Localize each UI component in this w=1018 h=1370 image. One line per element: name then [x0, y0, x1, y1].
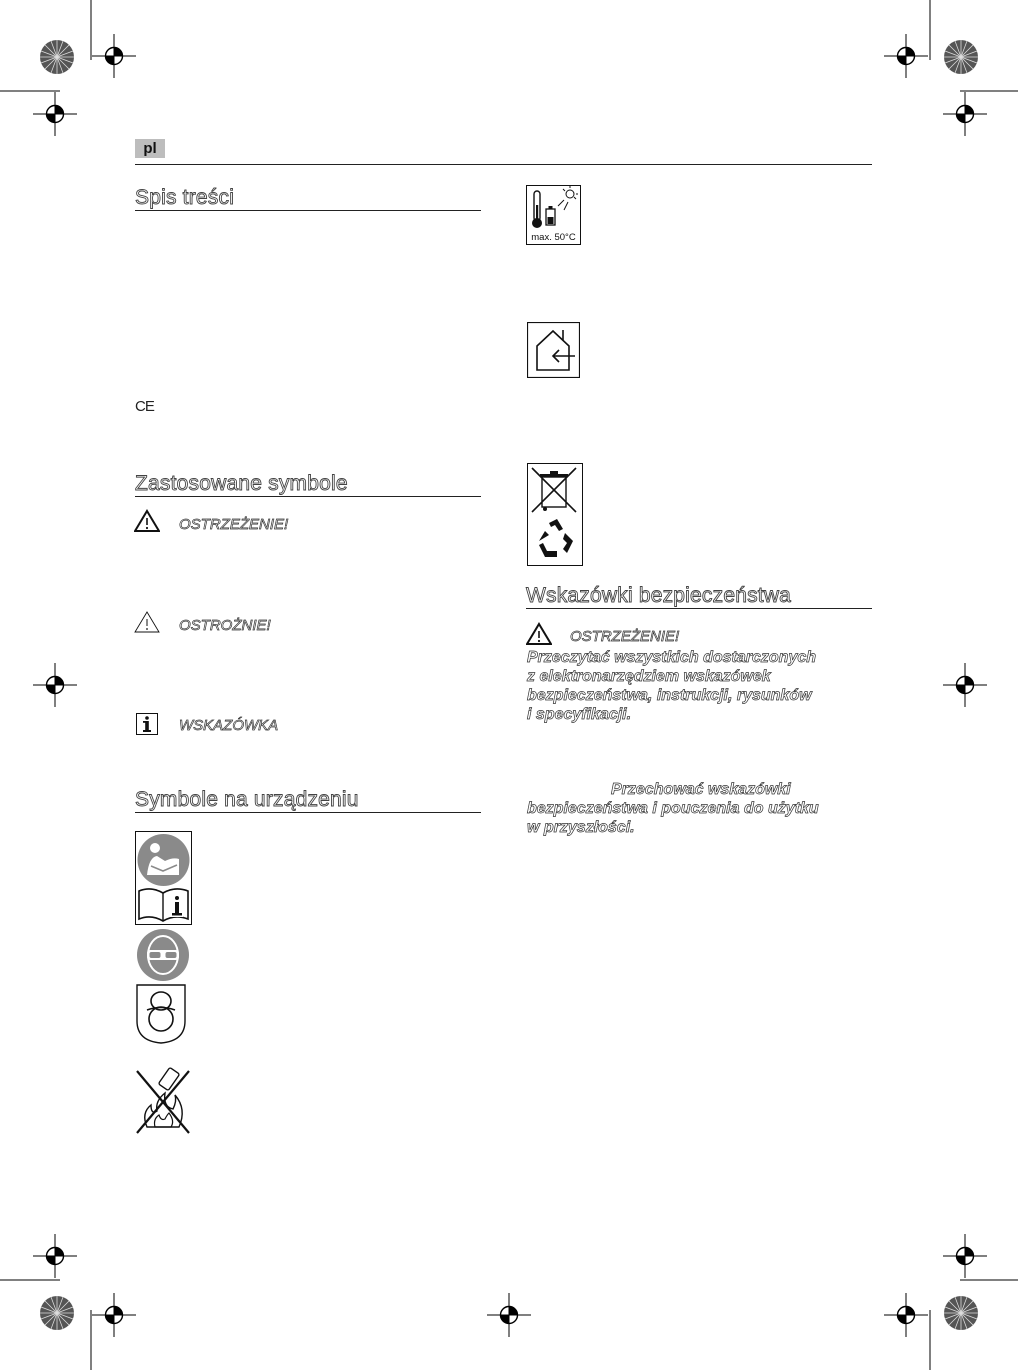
toc-title: Spis treści — [135, 186, 235, 209]
caution-triangle-icon — [134, 610, 160, 634]
recycling-icon — [527, 463, 583, 566]
registration-mark-top-right-2 — [943, 92, 987, 136]
device-symbols-divider — [135, 812, 481, 813]
ce-mark: CE — [135, 398, 154, 415]
eye-protection-icon — [135, 928, 191, 982]
registration-mark-mid-right — [943, 663, 987, 707]
language-badge: pl — [135, 139, 165, 158]
registration-mark-bottom-center — [487, 1293, 531, 1337]
info-icon — [136, 713, 158, 735]
no-fire-battery-icon — [133, 1065, 193, 1137]
max-temperature-icon — [526, 185, 581, 245]
caution-label: OSTROŻNIE! — [179, 617, 271, 634]
registration-mark-bottom-left-2 — [92, 1293, 136, 1337]
starburst-mark-bottom-right — [944, 1296, 978, 1330]
safety-warning-triangle-icon — [526, 622, 552, 646]
starburst-mark-top-right — [944, 40, 978, 74]
registration-mark-bottom-left — [33, 1234, 77, 1278]
warning-triangle-icon — [134, 509, 160, 533]
warning-label: OSTRZEŻENIE! — [179, 516, 289, 533]
toc-divider — [135, 210, 481, 211]
safety-keep-text: Przechować wskazówki bezpieczeństwa i pouczenia do użytku w przyszłości. — [527, 781, 819, 836]
symbols-used-title: Zastosowane symbole — [135, 472, 348, 495]
safety-title: Wskazówki bezpieczeństwa — [526, 584, 792, 607]
safety-divider — [526, 608, 872, 609]
starburst-mark-top-left — [40, 40, 74, 74]
registration-mark-top-left-2 — [33, 92, 77, 136]
registration-mark-bottom-right-2 — [884, 1293, 928, 1337]
safety-warning-text: Przeczytać wszystkich dostarczonych z elektronarzędziem wskazówek bezpieczeństwa, instrukcji, rysunków i specyfikacji. — [527, 649, 817, 723]
starburst-mark-bottom-left — [40, 1296, 74, 1330]
device-symbols-title: Symbole na urządzeniu — [135, 788, 359, 811]
note-label: WSKAZÓWKA — [179, 717, 279, 734]
max-temperature-label: max. 50°C — [531, 232, 576, 243]
registration-mark-top-left — [92, 34, 136, 78]
registration-mark-mid-left — [33, 663, 77, 707]
registration-mark-top-right — [884, 34, 928, 78]
header-divider — [135, 164, 872, 165]
symbols-used-divider — [135, 496, 481, 497]
ear-protection-icon — [135, 983, 187, 1045]
indoor-use-icon — [527, 322, 580, 378]
read-manual-icon — [135, 831, 192, 925]
safety-warning-label: OSTRZEŻENIE! — [570, 628, 680, 645]
registration-mark-bottom-right — [943, 1234, 987, 1278]
